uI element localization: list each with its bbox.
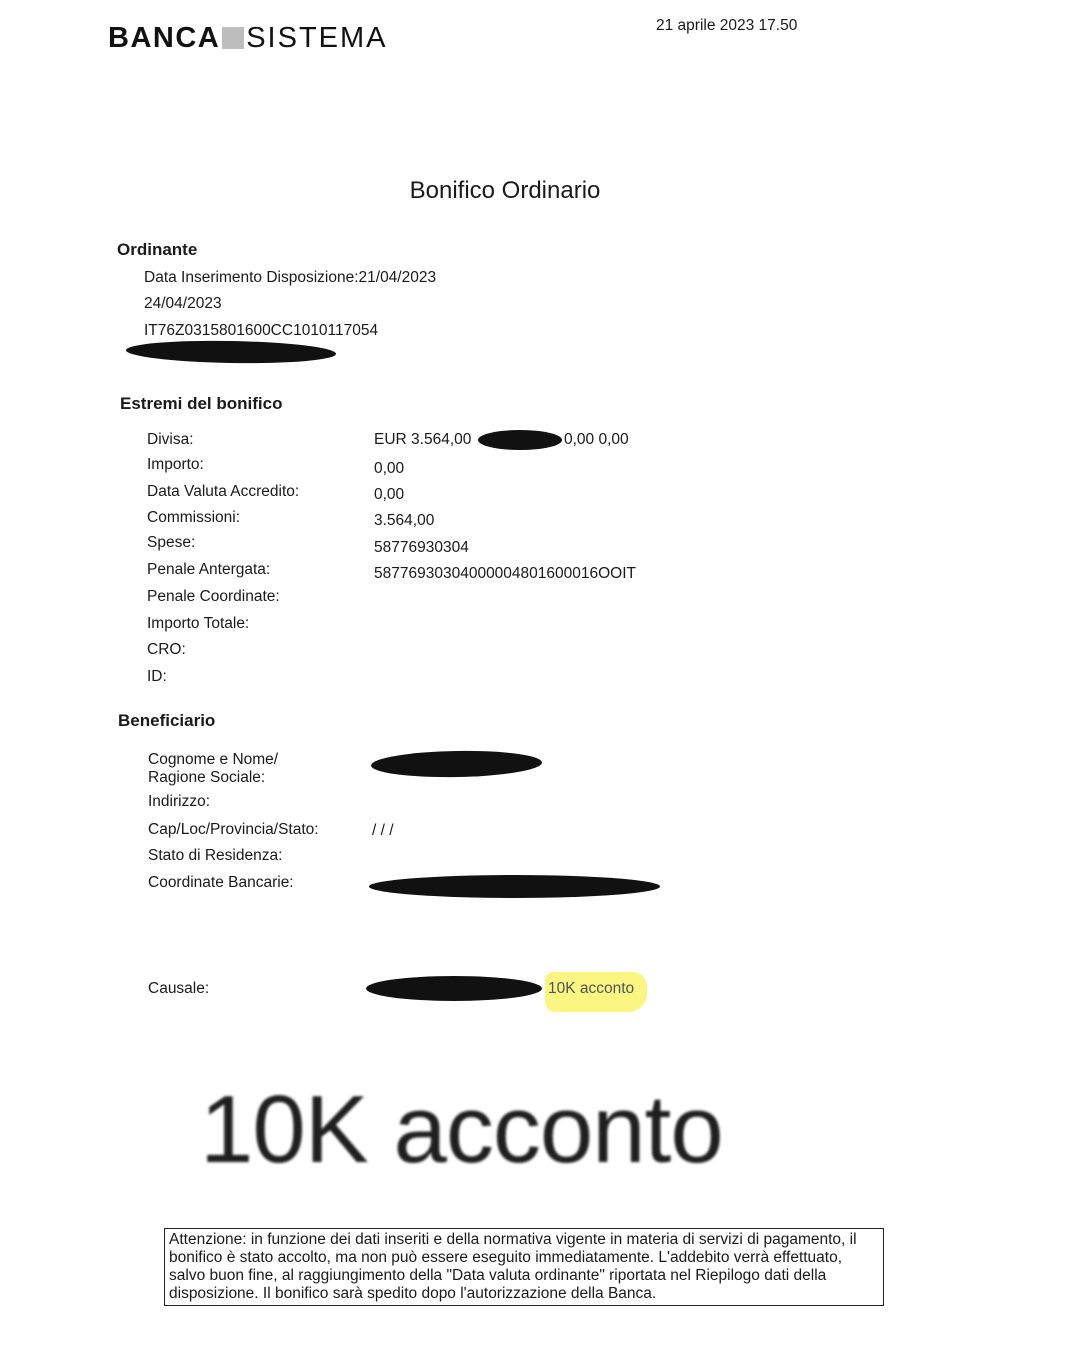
redaction-mark [126, 339, 336, 365]
ordinante-line-2: 24/04/2023 [144, 295, 222, 312]
label-cro: CRO: [147, 641, 186, 658]
value-causale: 10K acconto [548, 980, 635, 997]
value-penale-antergata: 58776930304000004801600016OOIT [374, 565, 637, 582]
redaction-mark [369, 875, 660, 898]
section-beneficiario-heading: Beneficiario [118, 711, 216, 730]
value-cap-loc: / / / [372, 822, 394, 839]
logo-light-text: SISTEMA [246, 22, 388, 54]
redaction-mark [371, 750, 542, 779]
redaction-mark [478, 430, 562, 450]
redaction-mark [366, 976, 542, 1001]
document-timestamp: 21 aprile 2023 17.50 [656, 17, 798, 34]
section-ordinante-heading: Ordinante [117, 240, 198, 259]
label-divisa: Divisa: [147, 431, 194, 448]
label-spese: Spese: [147, 534, 196, 551]
label-penale-antergata: Penale Antergata: [147, 561, 271, 578]
ordinante-line-1: Data Inserimento Disposizione:21/04/2023 [144, 269, 437, 286]
value-importo: 0,00 [374, 460, 405, 477]
notice-box: Attenzione: in funzione dei dati inseriti e della normativa vigente in materia di servizi di pagamento, il bonifico è stato accolto, ma non può essere eseguito immediatamente. L'addebito verrà effettuato, salvo buon fine, al raggiungimento della "Data valuta ordinante" riportata nel Riepilogo dati della disposizione. Il bonifico sarà spedito dopo l'autorizzazione della Banca. [164, 1228, 884, 1306]
value-data-valuta: 0,00 [374, 486, 405, 503]
label-commissioni: Commissioni: [147, 509, 241, 526]
label-penale-coordinate: Penale Coordinate: [147, 588, 280, 605]
label-ragione-sociale: Ragione Sociale: [148, 769, 266, 786]
label-cap-loc: Cap/Loc/Provincia/Stato: [148, 821, 319, 838]
bank-logo [108, 20, 388, 56]
value-divisa: EUR 3.564,00 [374, 431, 472, 448]
label-cognome-nome: Cognome e Nome/ [148, 751, 279, 768]
zoomed-causale-text: 10K acconto [200, 1076, 723, 1183]
label-coordinate-bancarie: Coordinate Bancarie: [148, 874, 294, 891]
label-importo: Importo: [147, 456, 204, 473]
label-data-valuta: Data Valuta Accredito: [147, 483, 300, 500]
page-title: Bonifico Ordinario [409, 177, 601, 204]
label-stato-residenza: Stato di Residenza: [148, 847, 283, 864]
label-causale: Causale: [148, 980, 210, 997]
value-divisa-tail: 0,00 0,00 [564, 431, 629, 448]
section-estremi-heading: Estremi del bonifico [120, 394, 283, 413]
label-indirizzo: Indirizzo: [148, 793, 211, 810]
value-spese: 58776930304 [374, 539, 469, 556]
logo-square-icon [222, 27, 244, 49]
label-importo-totale: Importo Totale: [147, 615, 250, 632]
value-commissioni: 3.564,00 [374, 512, 435, 529]
label-id: ID: [147, 668, 167, 685]
ordinante-iban: IT76Z0315801600CC1010117054 [144, 322, 379, 339]
logo-bold-text: BANCA [108, 22, 221, 54]
